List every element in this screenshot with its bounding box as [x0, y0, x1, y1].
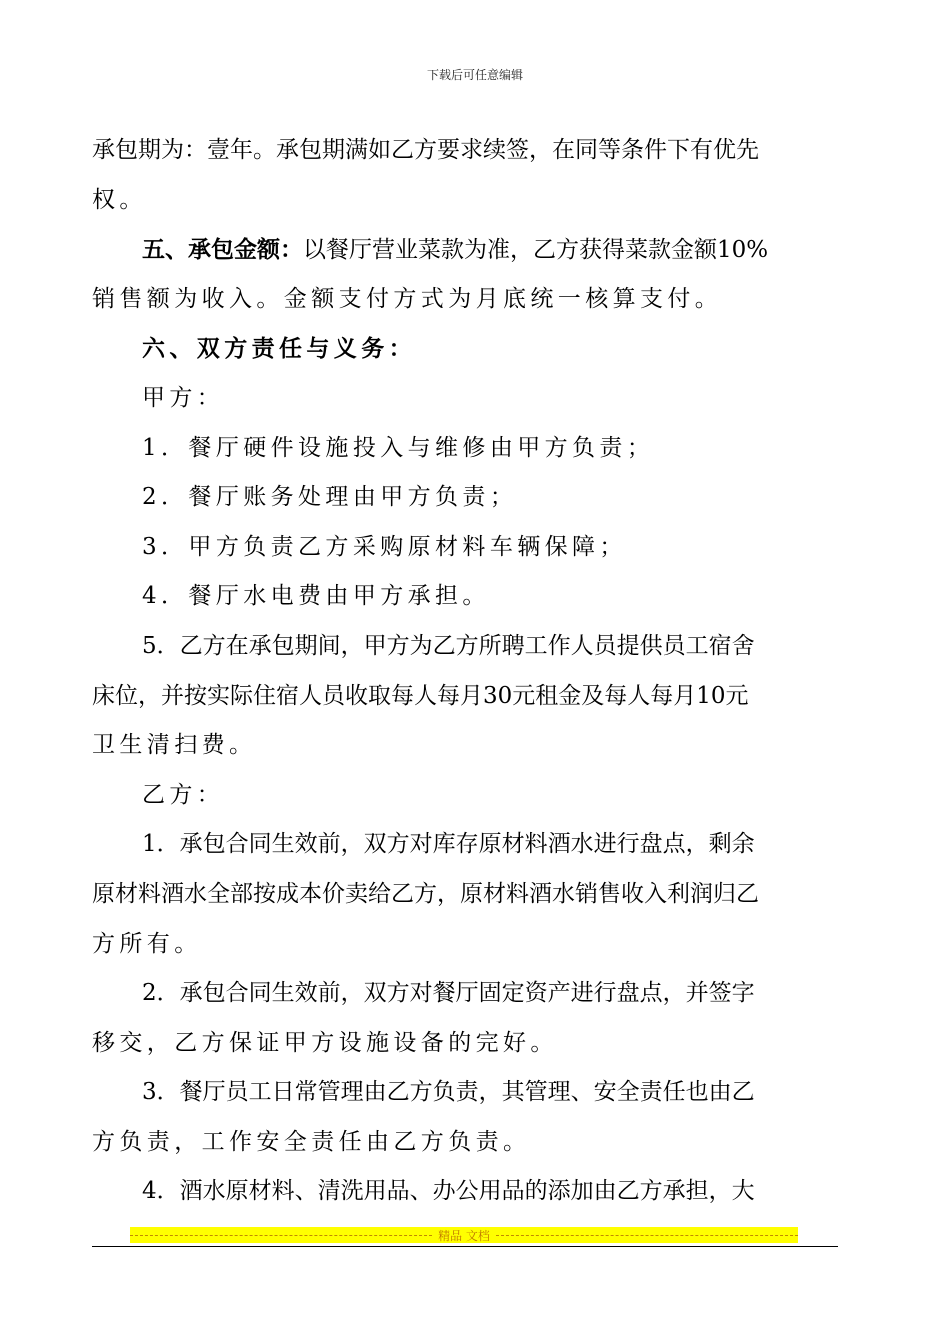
line-text: 1．承包合同生效前，双方对库存原材料酒水进行盘点，剩余 [142, 831, 755, 858]
line-text: 1．餐厅硬件设施投入与维修由甲方负责； [142, 434, 655, 461]
line-text: 权。 [92, 186, 147, 213]
footer-rule [92, 1246, 838, 1247]
text-line [92, 672, 838, 722]
section-heading: 六、双方责任与义务： [142, 335, 416, 363]
text-line [92, 1019, 838, 1069]
text-line [92, 820, 838, 870]
text-line [92, 920, 838, 970]
text-line [92, 1118, 838, 1168]
line-text: 承包期为：壹年。承包期满如乙方要求续签，在同等条件下有优先 [92, 137, 759, 163]
line-text: 床位，并按实际住宿人员收取每人每月30元租金及每人每月10元 [92, 682, 749, 709]
line-text: 销售额为收入。金额支付方式为月底统一核算支付。 [92, 285, 723, 312]
line-text: 5．乙方在承包期间，甲方为乙方所聘工作人员提供员工宿舍 [142, 632, 755, 659]
line-text: 甲方： [142, 384, 225, 411]
line-text: 卫生清扫费。 [92, 732, 257, 759]
line-text: 方负责，工作安全责任由乙方负责。 [92, 1128, 531, 1155]
text-line [92, 622, 838, 672]
line-text: 4．餐厅水电费由甲方承担。 [142, 583, 490, 610]
line-text: 3．甲方负责乙方采购原材料车辆保障； [142, 533, 627, 560]
text-line [92, 1167, 838, 1217]
text-line [92, 324, 838, 374]
text-line [92, 275, 838, 325]
text-line [92, 374, 838, 424]
line-text: 2．餐厅账务处理由甲方负责； [142, 484, 518, 511]
line-text: 以餐厅营业菜款为准，乙方获得菜款金额10% [303, 237, 769, 264]
line-text: 移交，乙方保证甲方设施设备的完好。 [92, 1029, 558, 1056]
header-note: 下载后可任意编辑 [426, 68, 523, 82]
text-line [92, 1068, 838, 1118]
text-line [92, 126, 838, 176]
text-line [92, 523, 838, 573]
text-line [92, 424, 838, 474]
line-text: 3．餐厅员工日常管理由乙方负责，其管理、安全责任也由乙 [142, 1079, 755, 1106]
line-text: 4．酒水原材料、清洗用品、办公用品的添加由乙方承担，大 [142, 1178, 755, 1205]
line-text: 原材料酒水全部按成本价卖给乙方，原材料酒水销售收入利润归乙 [92, 880, 759, 907]
line-text: 2．承包合同生效前，双方对餐厅固定资产进行盘点，并签字 [142, 980, 755, 1007]
footer-label: 精品 文档 [438, 1228, 490, 1243]
line-text: 乙方： [142, 781, 225, 808]
text-line [92, 225, 838, 275]
text-line [92, 176, 838, 226]
text-line [92, 473, 838, 523]
text-line [92, 721, 838, 771]
footer-dash-right [496, 1235, 798, 1236]
text-line [92, 969, 838, 1019]
text-line [92, 771, 838, 821]
section-heading: 五、承包金额： [142, 236, 303, 264]
footer-dash-left [130, 1235, 432, 1236]
footer-band [130, 1227, 798, 1243]
document-body [92, 126, 838, 1217]
text-line [92, 572, 838, 622]
text-line [92, 870, 838, 920]
line-text: 方所有。 [92, 930, 202, 957]
